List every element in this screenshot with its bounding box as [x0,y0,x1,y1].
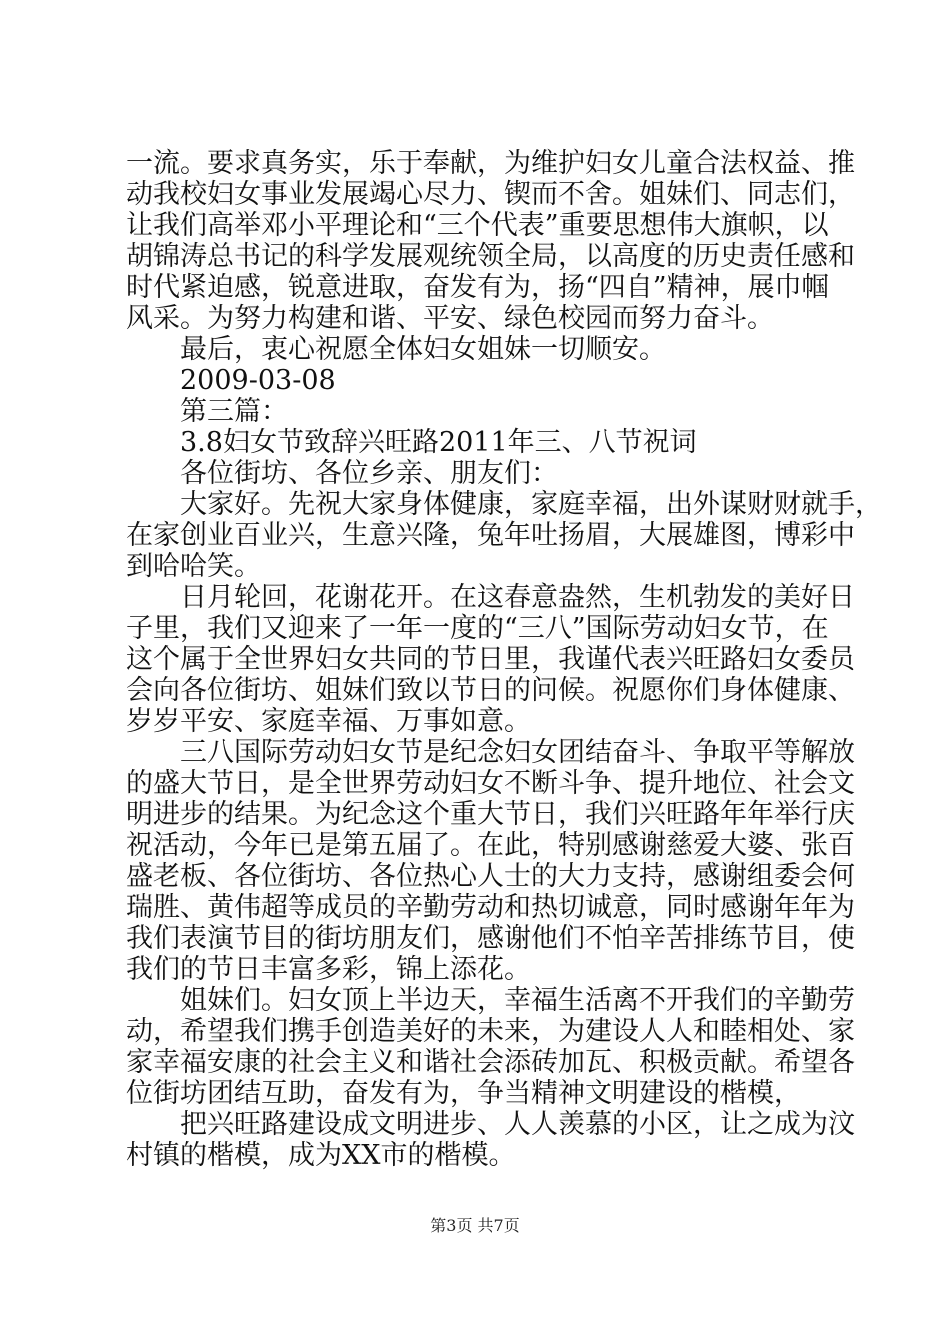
page-number-footer: 第3页 共7页 [430,1216,520,1235]
text-line: 到哈哈笑。 [126,551,261,582]
text-line: 村镇的楷模，成为XX市的楷模。 [126,1140,516,1171]
text-line: 会向各位街坊、姐妹们致以节日的问候。祝愿你们身体健康、 [126,675,855,706]
text-line: 的盛大节日，是全世界劳动妇女不断斗争、提升地位、社会文 [126,768,855,799]
text-line: 在家创业百业兴，生意兴隆，兔年吐扬眉，大展雄图，博彩中 [126,520,855,551]
text-line: 第三篇： [180,396,288,427]
text-line: 子里，我们又迎来了一年一度的“三八”国际劳动妇女节，在 [126,613,829,644]
text-line: 三八国际劳动妇女节是纪念妇女团结奋斗、争取平等解放 [180,737,855,768]
text-line: 祝活动，今年已是第五届了。在此，特别感谢慈爱大婆、张百 [126,830,855,861]
text-line: 盛老板、各位街坊、各位热心人士的大力支持，感谢组委会何 [126,861,855,892]
text-line: 最后，衷心祝愿全体妇女姐妹一切顺安。 [180,334,666,365]
text-line: 日月轮回，花谢花开。在这春意盎然，生机勃发的美好日 [180,582,855,613]
text-line: 瑞胜、黄伟超等成员的辛勤劳动和热切诚意，同时感谢年年为 [126,892,855,923]
text-line: 动，希望我们携手创造美好的未来，为建设人人和睦相处、家 [126,1016,855,1047]
text-line: 一流。要求真务实，乐于奉献，为维护妇女儿童合法权益、推 [126,148,855,179]
text-line: 让我们高举邓小平理论和“三个代表”重要思想伟大旗帜，以 [126,210,829,241]
text-line: 2009-03-08 [180,365,336,396]
text-line: 大家好。先祝大家身体健康，家庭幸福，出外谋财财就手， [180,489,882,520]
text-line: 胡锦涛总书记的科学发展观统领全局，以高度的历史责任感和 [126,241,855,272]
document-body [126,148,882,1171]
text-line: 我们表演节目的街坊朋友们，感谢他们不怕辛苦排练节目，使 [126,923,855,954]
text-line: 位街坊团结互助，奋发有为，争当精神文明建设的楷模， [126,1078,801,1109]
text-line: 各位街坊、各位乡亲、朋友们： [180,458,558,489]
text-line: 姐妹们。妇女顶上半边天，幸福生活离不开我们的辛勤劳 [180,985,855,1016]
text-line: 把兴旺路建设成文明进步、人人羡慕的小区，让之成为汶 [180,1109,855,1140]
text-line: 风采。为努力构建和谐、平安、绿色校园而努力奋斗。 [126,303,774,334]
text-line: 家幸福安康的社会主义和谐社会添砖加瓦、积极贡献。希望各 [126,1047,855,1078]
text-line: 这个属于全世界妇女共同的节日里，我谨代表兴旺路妇女委员 [126,644,855,675]
text-line: 我们的节日丰富多彩，锦上添花。 [126,954,531,985]
text-line: 3.8妇女节致辞兴旺路2011年三、八节祝词 [180,427,697,458]
text-line: 岁岁平安、家庭幸福、万事如意。 [126,706,531,737]
text-line: 明进步的结果。为纪念这个重大节日，我们兴旺路年年举行庆 [126,799,855,830]
text-line: 时代紧迫感，锐意进取，奋发有为，扬“四自”精神，展巾帼 [126,272,829,303]
text-line: 动我校妇女事业发展竭心尽力、锲而不舍。姐妹们、同志们， [126,179,855,210]
